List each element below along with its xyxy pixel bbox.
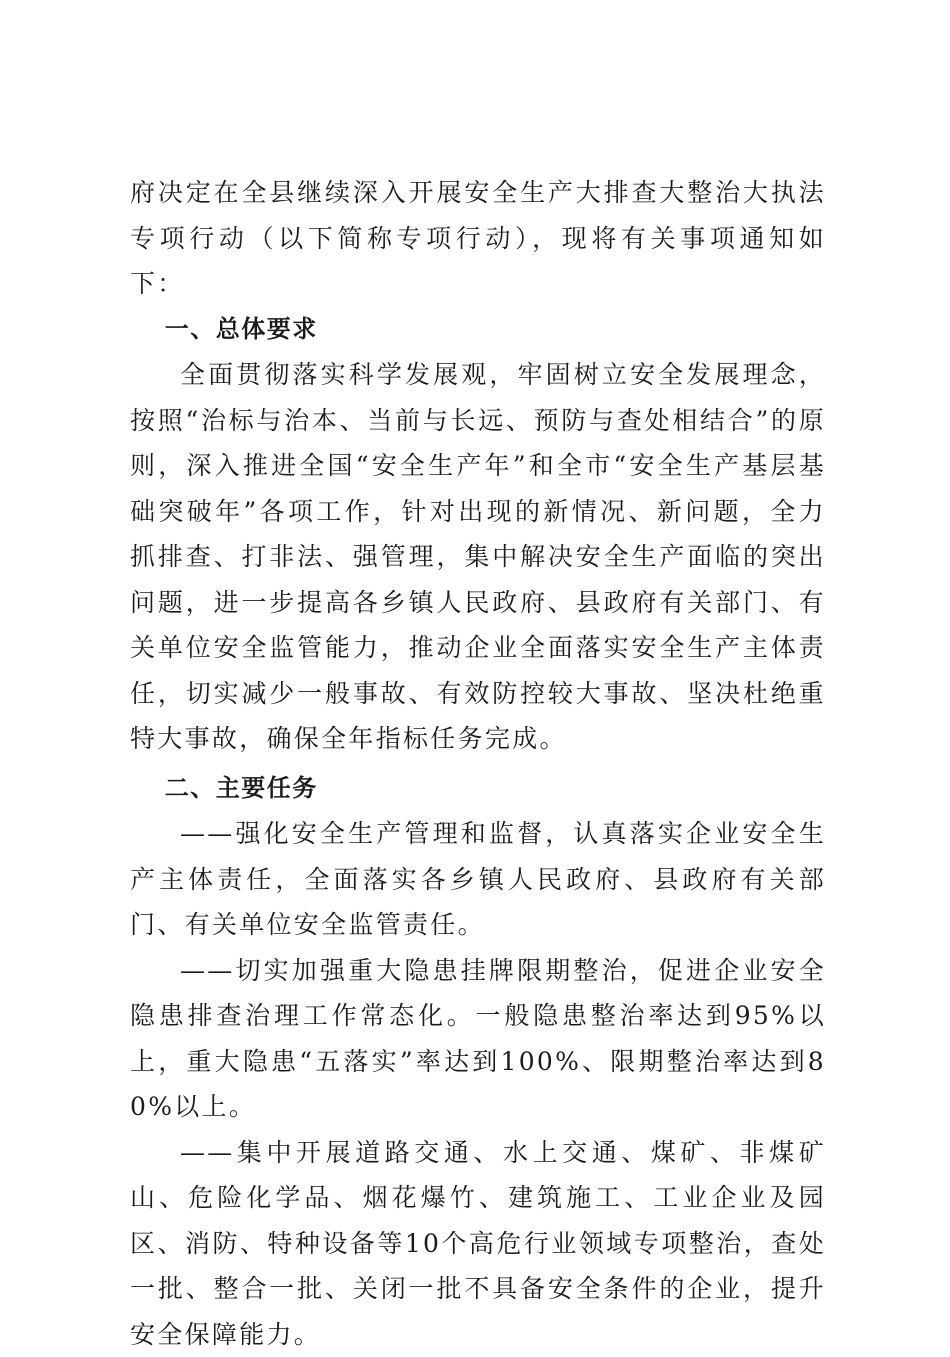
intro-paragraph: 府决定在全县继续深入开展安全生产大排查大整治大执法专项行动（以下简称专项行动），现将有关事项通知如下： [130, 170, 826, 307]
task-item: ——集中开展道路交通、水上交通、煤矿、非煤矿山、危险化学品、烟花爆竹、建筑施工、工业企业及园区、消防、特种设备等10个高危行业领域专项整治，查处一批、整合一批、关闭一批不具备安全条件的企业，提升安全保障能力。 [130, 1130, 826, 1357]
overall-requirements-paragraph: 全面贯彻落实科学发展观，牢固树立安全发展理念，按照“治标与治本、当前与长远、预防与查处相结合”的原则，深入推进全国“安全生产年”和全市“安全生产基层基础突破年”各项工作，针对出现的新情况、新问题，全力抓排查、打非法、强管理，集中解决安全生产面临的突出问题，进一步提高各乡镇人民政府、县政府有关部门、有关单位安全监管能力，推动企业全面落实安全生产主体责任，切实减少一般事故、有效防控较大事故、坚决杜绝重特大事故，确保全年指标任务完成。 [130, 352, 826, 762]
section-heading-main-tasks: 二、主要任务 [130, 766, 826, 812]
document-body [130, 170, 826, 1357]
section-heading-overall-requirements: 一、总体要求 [130, 307, 826, 353]
task-item: ——切实加强重大隐患挂牌限期整治，促进企业安全隐患排查治理工作常态化。一般隐患整治率达到95%以上，重大隐患“五落实”率达到100%、限期整治率达到80%以上。 [130, 948, 826, 1130]
task-item: ——强化安全生产管理和监督，认真落实企业安全生产主体责任，全面落实各乡镇人民政府、县政府有关部门、有关单位安全监管责任。 [130, 811, 826, 948]
